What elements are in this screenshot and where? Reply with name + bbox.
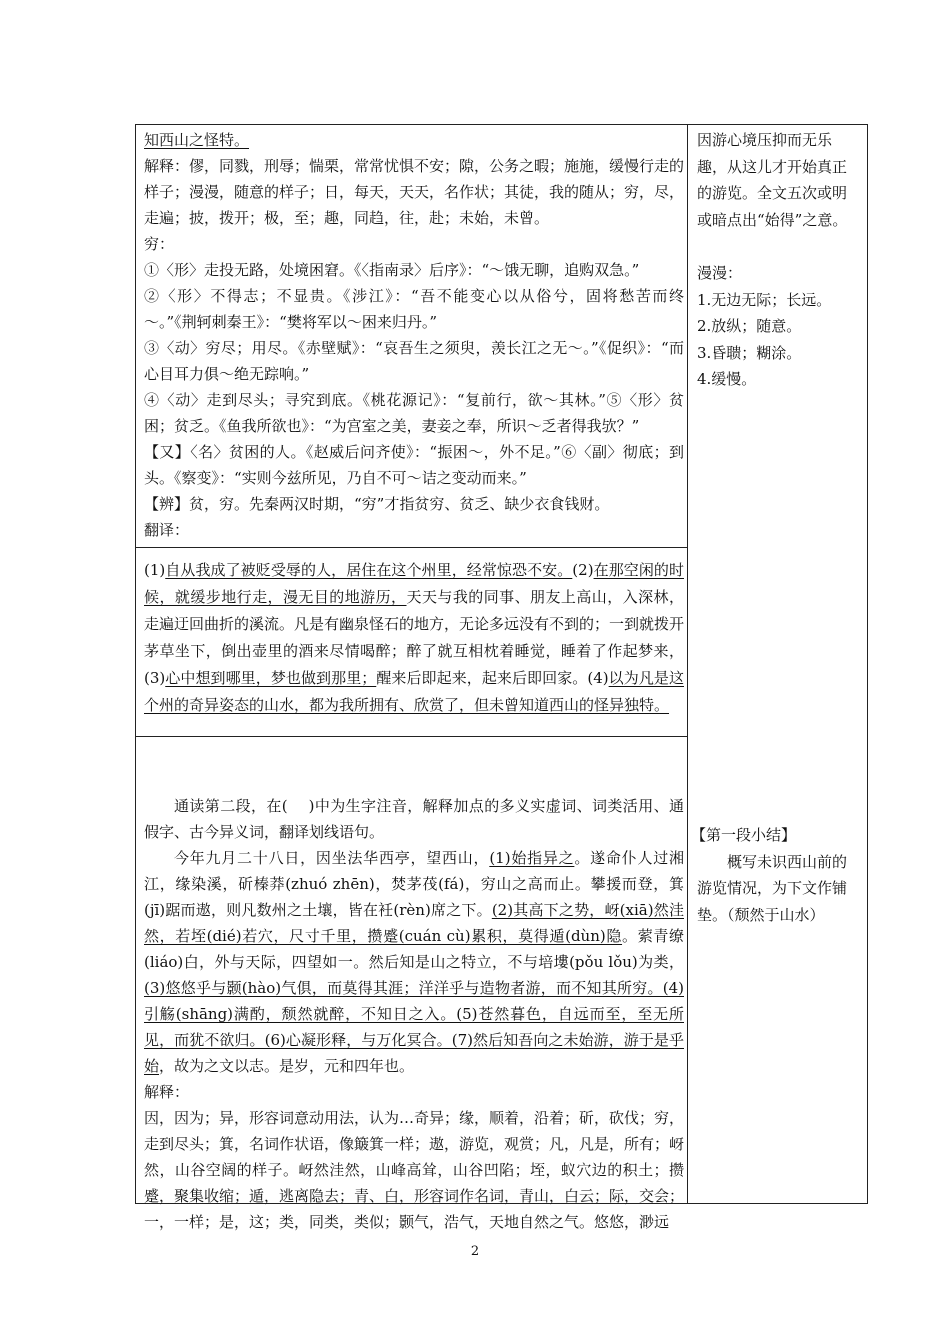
row-divider-1 [136, 547, 687, 548]
note-qiong-heading: 穷： [144, 235, 175, 253]
row-divider-2 [136, 736, 687, 737]
page-number: 2 [470, 1244, 480, 1259]
note-qiong-3: ③〈动〉穷尽；用尽。《赤壁赋》：“哀吾生之须臾，羡长江之无～。”《促织》：“而心目耳力俱～绝无踪响。” [144, 339, 684, 383]
note-qiong-1: ①〈形〉走投无路，处境困窘。《〈指南录〉后序》：“～饿无聊，追购双急。” [144, 261, 640, 279]
explanation-heading: 解释： [144, 1083, 190, 1101]
original-text: 今年九月二十八日，因坐法华西亭，望西山，(1)始指异之。遂命仆人过湘江，缘染溪，斫榛莽(zhuó zhēn)，焚茅茷(fá)，穷山之高而止。攀援而登，箕(jī)踞而遨，则凡数州之土壤，皆在衽(rèn)席之下。(2)其高下之势，岈(xiā)然洼然，若垤(dié)若穴，尺寸千里，攒蹙(cuán cù)累积，莫得遁(dùn)隐。萦青缭(liáo)白，外与天际，四望如一。然后知是山之特立，不与培塿(pǒu lǒu)为类，(3)悠悠乎与颢(hào)气俱，而莫得其涯；洋洋乎与造物者游，而不知其所穷。(4)引觞(shāng)满酌，颓然就醉，不知日之入。(5)苍然暮色，自远而至，至无所见，而犹不欲归。(6)心凝形释，与万化冥合。(7)然后知吾向之未始游，游于是乎始，故为之文以志。是岁，元和四年也。 [144, 849, 684, 1075]
content-table [135, 124, 868, 1231]
sidebar-manman-3: 3.昏聩；糊涂。 [697, 343, 802, 362]
instruction-text: 通读第二段，在( )中为生字注音，解释加点的多义实虚词、词类活用、通假字、古今异义词，翻译划线语句。 [144, 797, 684, 841]
sidebar-manman-4: 4.缓慢。 [697, 370, 757, 388]
note-qiong-2: ②〈形〉不得志；不显贵。《涉江》：“吾不能变心以从俗兮，固将愁苦而终～。”《荆轲刺秦王》：“樊将军以～困来归丹。” [144, 287, 684, 331]
sidebar-notes-top [697, 127, 861, 393]
note-qiong-5: 【又】〈名〉贫困的人。《赵威后问齐使》：“振困～，外不足。”⑥〈副〉彻底；到头。《察变》：“实则今兹所见，乃自不可～诘之变动而来。” [144, 443, 684, 487]
sidebar-manman-1: 1.无边无际；长远。 [697, 290, 832, 309]
sidebar-manman-heading: 漫漫： [697, 264, 743, 282]
translation-heading: 翻译： [144, 521, 190, 539]
note-qiong-4: ④〈动〉走到尽头；寻究到底。《桃花源记》：“复前行，欲～其林。”⑤〈形〉贫困；贫乏。《鱼我所欲也》：“为宫室之美，妻妾之奉，所识～乏者得我欤？” [144, 391, 684, 435]
sidebar-summary-text: 概写未识西山前的游览情况，为下文作铺垫。（颓然于山水） [697, 852, 848, 924]
notes-section [144, 127, 684, 543]
sidebar-notes-summary [691, 822, 861, 928]
translation-text: (1)自从我成了被贬受辱的人，居住在这个州里，经常惊恐不安。(2)在那空闲的时候，就缓步地行走，漫无目的地游历，天天与我的同事、朋友上高山，入深林，走遍迂回曲折的溪流。凡是有幽泉怪石的地方，无论多远没有不到的；一到就拨开茅草坐下，倒出壶里的酒来尽情喝醉；醉了就互相枕着睡觉，睡着了作起梦来，(3)心中想到哪里，梦也做到那里；醒来后即起来，起来后即回家。(4)以为凡是这个州的奇异姿态的山水，都为我所拥有、欣赏了，但未曾知道西山的怪异独特。 [144, 561, 685, 714]
sidebar-manman-2: 2.放纵；随意。 [697, 317, 802, 335]
sidebar-summary-heading: 【第一段小结】 [691, 826, 797, 844]
note-line-1: 知西山之怪特。 [144, 131, 250, 149]
column-divider [687, 125, 688, 1203]
note-explanation: 解释：僇，同戮，刑辱；惴栗，常常忧惧不安；隙，公务之暇；施施，缓慢行走的样子；漫漫，随意的样子；日，每天，天天，名作状；其徒，我的随从；穷，尽，走遍；披，拨开；极，至；趣，同趋，往，赴；未始，未曾。 [144, 157, 685, 227]
explanation-text: 因，因为；异，形容词意动用法，认为…奇异；缘，顺着，沿着；斫，砍伐；穷，走到尽头；箕，名词作状语，像簸箕一样；遨，游览，观赏；凡，凡是，所有；岈然，山谷空阔的样子。岈然洼然，山峰高耸，山谷凹陷；垤，蚁穴边的积土；攒蹙，聚集收缩；遁，逃离隐去；青、白，形容词作名词，青山，白云；际，交会；一，一样；是，这；类，同类，类似；颢气，浩气，天地自然之气。悠悠，渺远 [144, 1109, 685, 1231]
translation-section [144, 557, 684, 719]
sidebar-note-shide: 因游心境压抑而无乐趣，从这儿才开始真正的游览。全文五次或明或暗点出“始得”之意。 [697, 131, 848, 229]
note-bian: 【辨】贫，穷。先秦两汉时期，“穷”才指贫穷、贫乏、缺少衣食钱财。 [144, 495, 610, 513]
second-paragraph-section [144, 793, 684, 1235]
